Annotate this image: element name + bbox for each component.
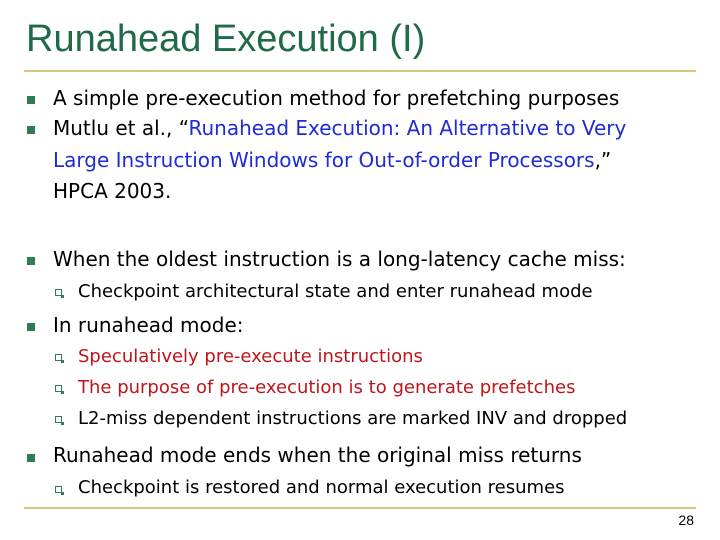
citation-line-2 bbox=[53, 146, 611, 175]
bullet-text: In runahead mode: bbox=[53, 313, 244, 337]
sub-bullet-text: Checkpoint architectural state and enter runahead mode bbox=[78, 281, 593, 302]
sub-bullet-icon bbox=[55, 354, 62, 361]
citation-line-1 bbox=[53, 114, 626, 143]
title-divider bbox=[24, 70, 696, 72]
sub-bullet-text: Speculatively pre-execute instructions bbox=[78, 346, 423, 367]
paper-title-part-1: Runahead Execution: An Alternative to Very bbox=[188, 116, 627, 140]
sub-bullet-icon bbox=[55, 385, 62, 392]
sub-bullet-icon bbox=[55, 486, 62, 493]
footer-divider bbox=[24, 507, 696, 509]
citation-prefix: Mutlu et al., “ bbox=[53, 116, 189, 140]
bullet-text: A simple pre-execution method for prefetching purposes bbox=[53, 86, 620, 110]
sub-bullet-text: The purpose of pre-execution is to generate prefetches bbox=[78, 377, 576, 398]
bullet-icon bbox=[27, 454, 35, 462]
citation-venue: HPCA 2003. bbox=[53, 179, 172, 203]
bullet-icon bbox=[27, 257, 35, 265]
bullet-icon bbox=[27, 126, 35, 134]
paper-title-part-2: Large Instruction Windows for Out-of-order Processors bbox=[53, 148, 595, 172]
sub-bullet-text: L2-miss dependent instructions are marked INV and dropped bbox=[78, 408, 628, 429]
bullet-icon bbox=[27, 323, 35, 331]
sub-bullet-icon bbox=[55, 289, 62, 296]
sub-bullet-text: Checkpoint is restored and normal execution resumes bbox=[78, 477, 565, 498]
sub-bullet-icon bbox=[55, 416, 62, 423]
bullet-icon bbox=[27, 96, 35, 104]
bullet-text: When the oldest instruction is a long-latency cache miss: bbox=[53, 247, 626, 271]
citation-quote-close: ,” bbox=[594, 148, 612, 172]
bullet-text: Runahead mode ends when the original miss returns bbox=[53, 443, 582, 467]
slide-title: Runahead Execution (I) bbox=[26, 18, 426, 60]
page-number: 28 bbox=[678, 512, 694, 528]
